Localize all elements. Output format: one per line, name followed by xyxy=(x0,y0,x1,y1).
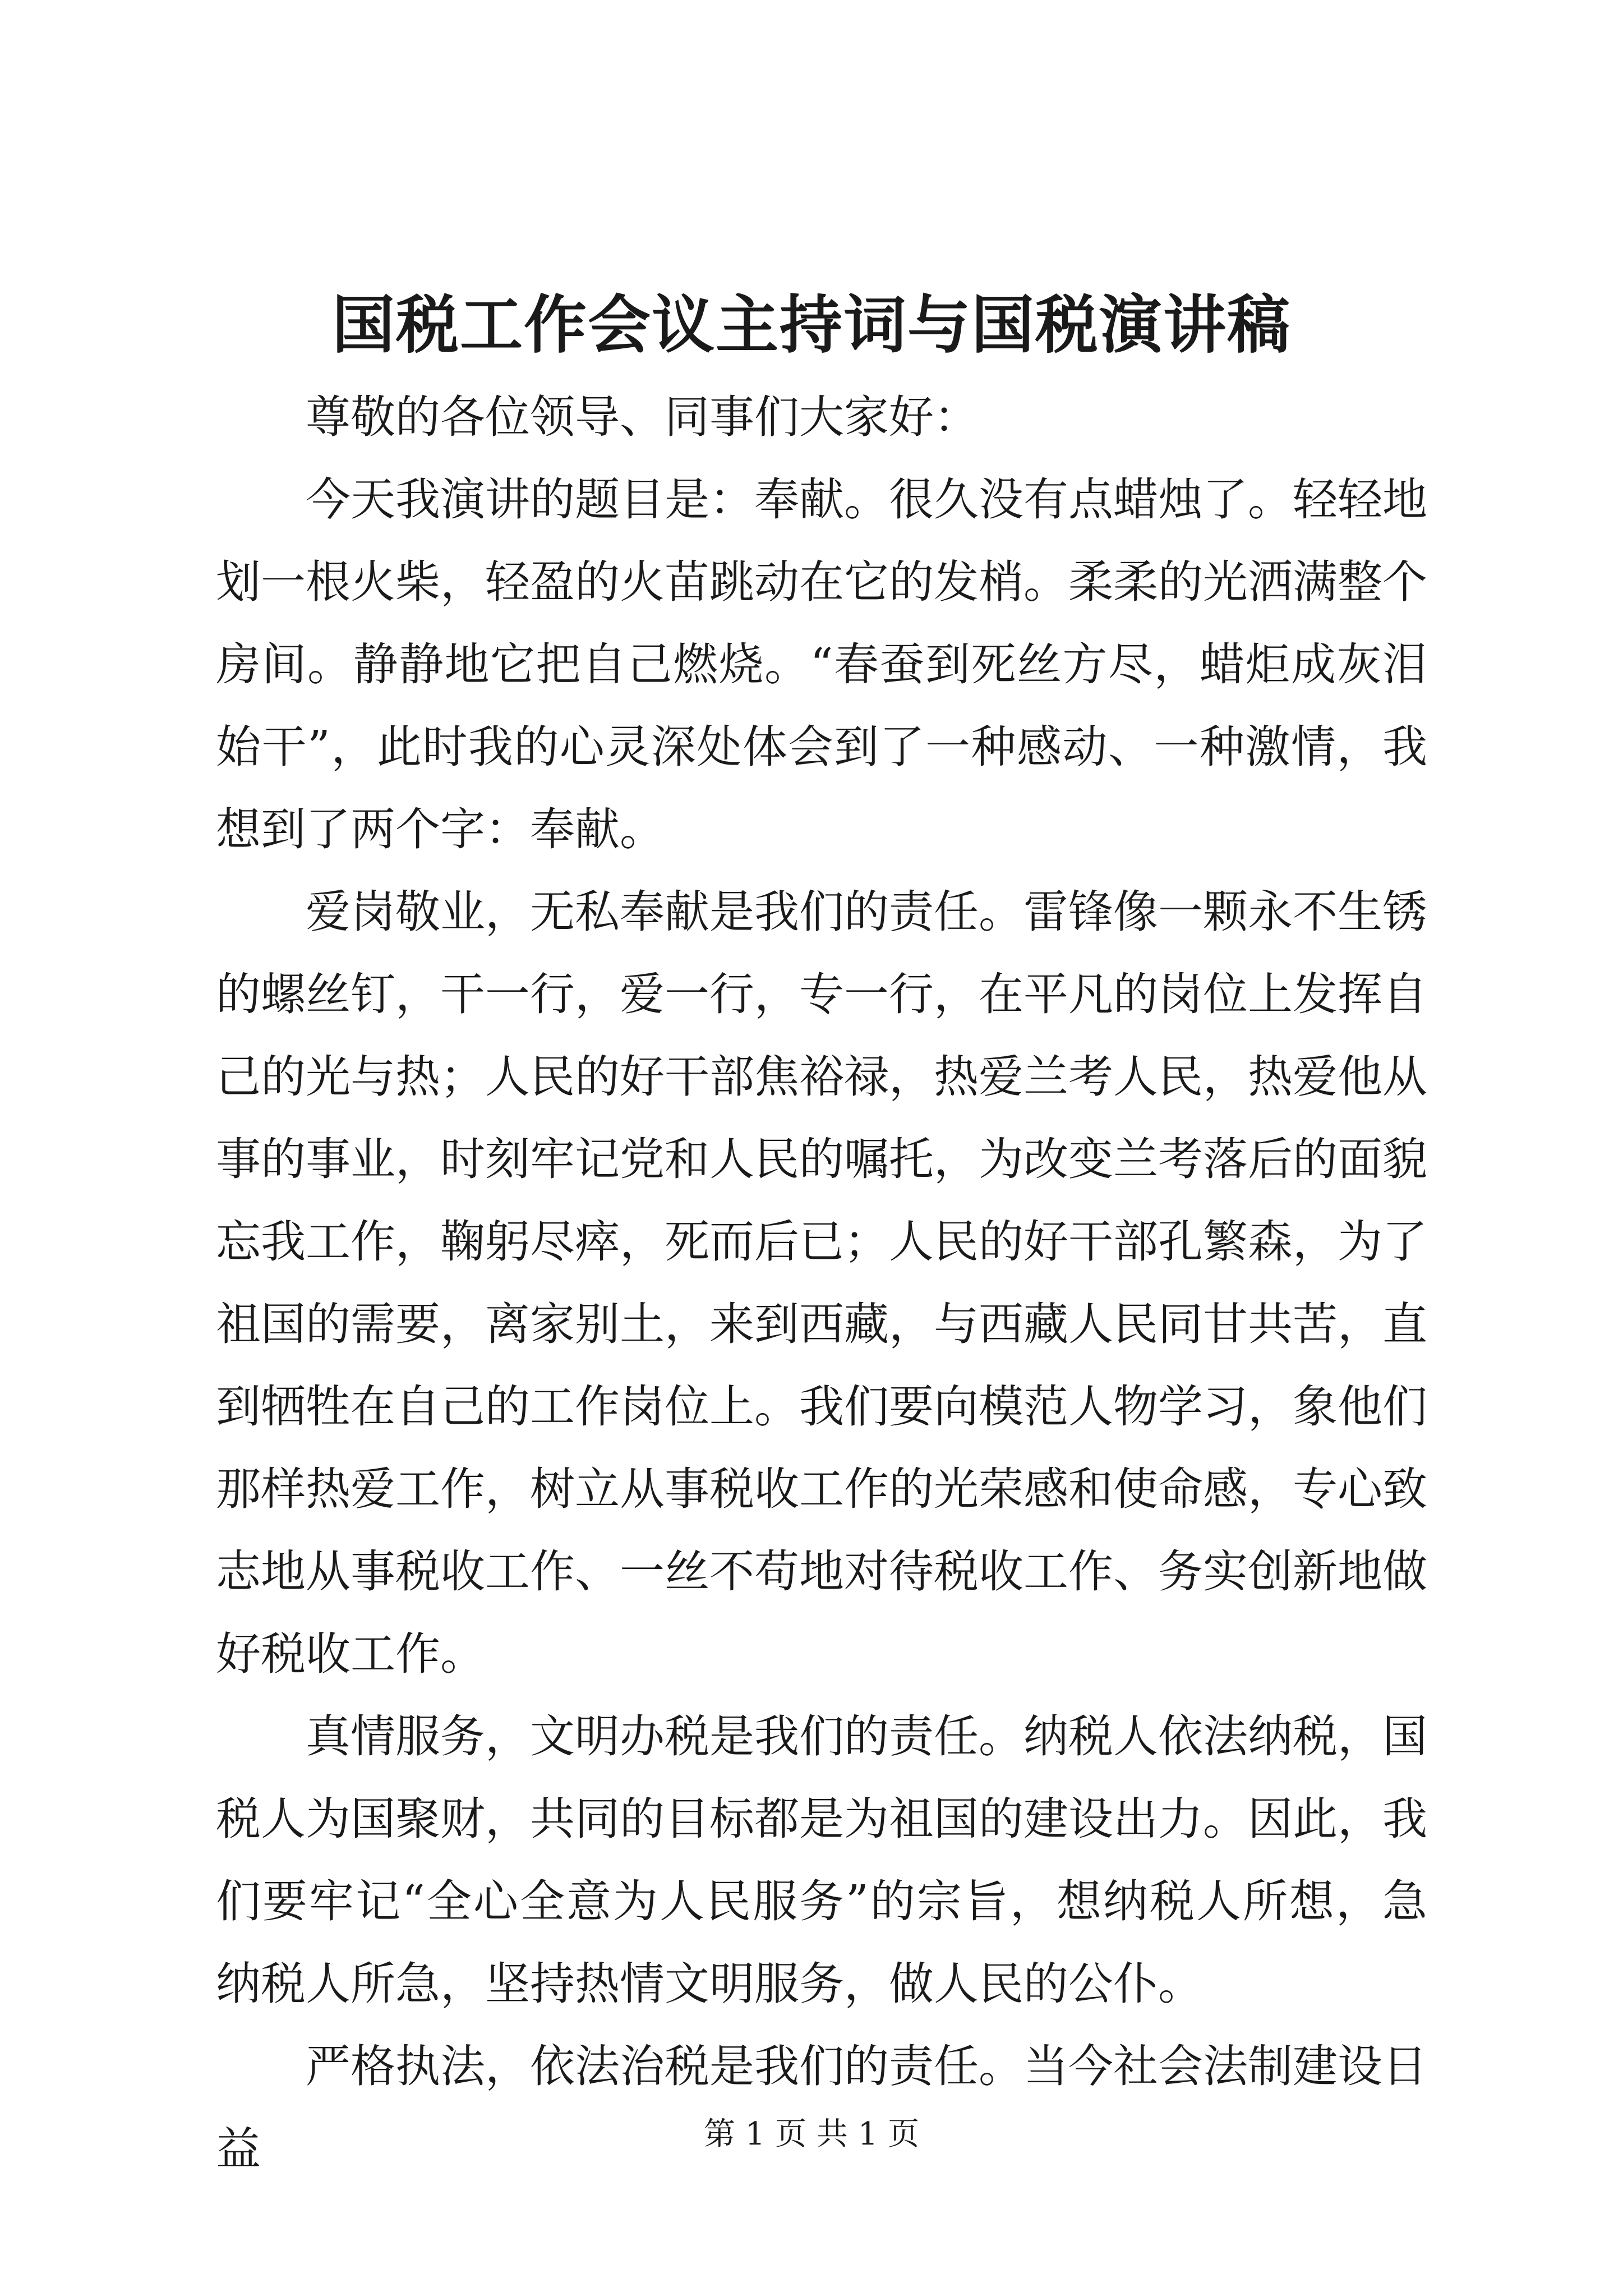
document-body xyxy=(216,376,1427,2190)
paragraph-intro: 今天我演讲的题目是：奉献。很久没有点蜡烛了。轻轻地划一根火柴，轻盈的火苗跳动在它的发梢。柔柔的光洒满整个房间。静静地它把自己燃烧。“春蚕到死丝方尽，蜡炬成灰泪始干”，此时我的心灵深处体会到了一种感动、一种激情，我想到了两个字：奉献。 xyxy=(216,473,1427,855)
paragraph-service: 真情服务，文明办税是我们的责任。纳税人依法纳税，国税人为国聚财，共同的目标都是为祖国的建设出力。因此，我们要牢记“全心全意为人民服务”的宗旨，想纳税人所想，急纳税人所急，坚持热情文明服务，做人民的公仆。 xyxy=(216,1710,1427,2010)
paragraph-law: 严格执法，依法治税是我们的责任。当今社会法制建设日益 xyxy=(216,2040,1427,2175)
paragraph-dedication: 爱岗敬业，无私奉献是我们的责任。雷锋像一颗永不生锈的螺丝钉，干一行，爱一行，专一行，在平凡的岗位上发挥自己的光与热；人民的好干部焦裕禄，热爱兰考人民，热爱他从事的事业，时刻牢记党和人民的嘱托，为改变兰考落后的面貌忘我工作，鞠躬尽瘁，死而后已；人民的好干部孔繁森，为了祖国的需要，离家别土，来到西藏，与西藏人民同甘共苦，直到牺牲在自己的工作岗位上。我们要向模范人物学习，象他们那样热爱工作，树立从事税收工作的光荣感和使命感，专心致志地从事税收工作、一丝不苟地对待税收工作、务实创新地做好税收工作。 xyxy=(216,886,1427,1680)
page-footer: 第 1 页 共 1 页 xyxy=(703,2116,920,2152)
document-title: 国税工作会议主持词与国税演讲稿 xyxy=(332,288,1291,362)
paragraph-greeting: 尊敬的各位领导、同事们大家好： xyxy=(306,391,979,443)
